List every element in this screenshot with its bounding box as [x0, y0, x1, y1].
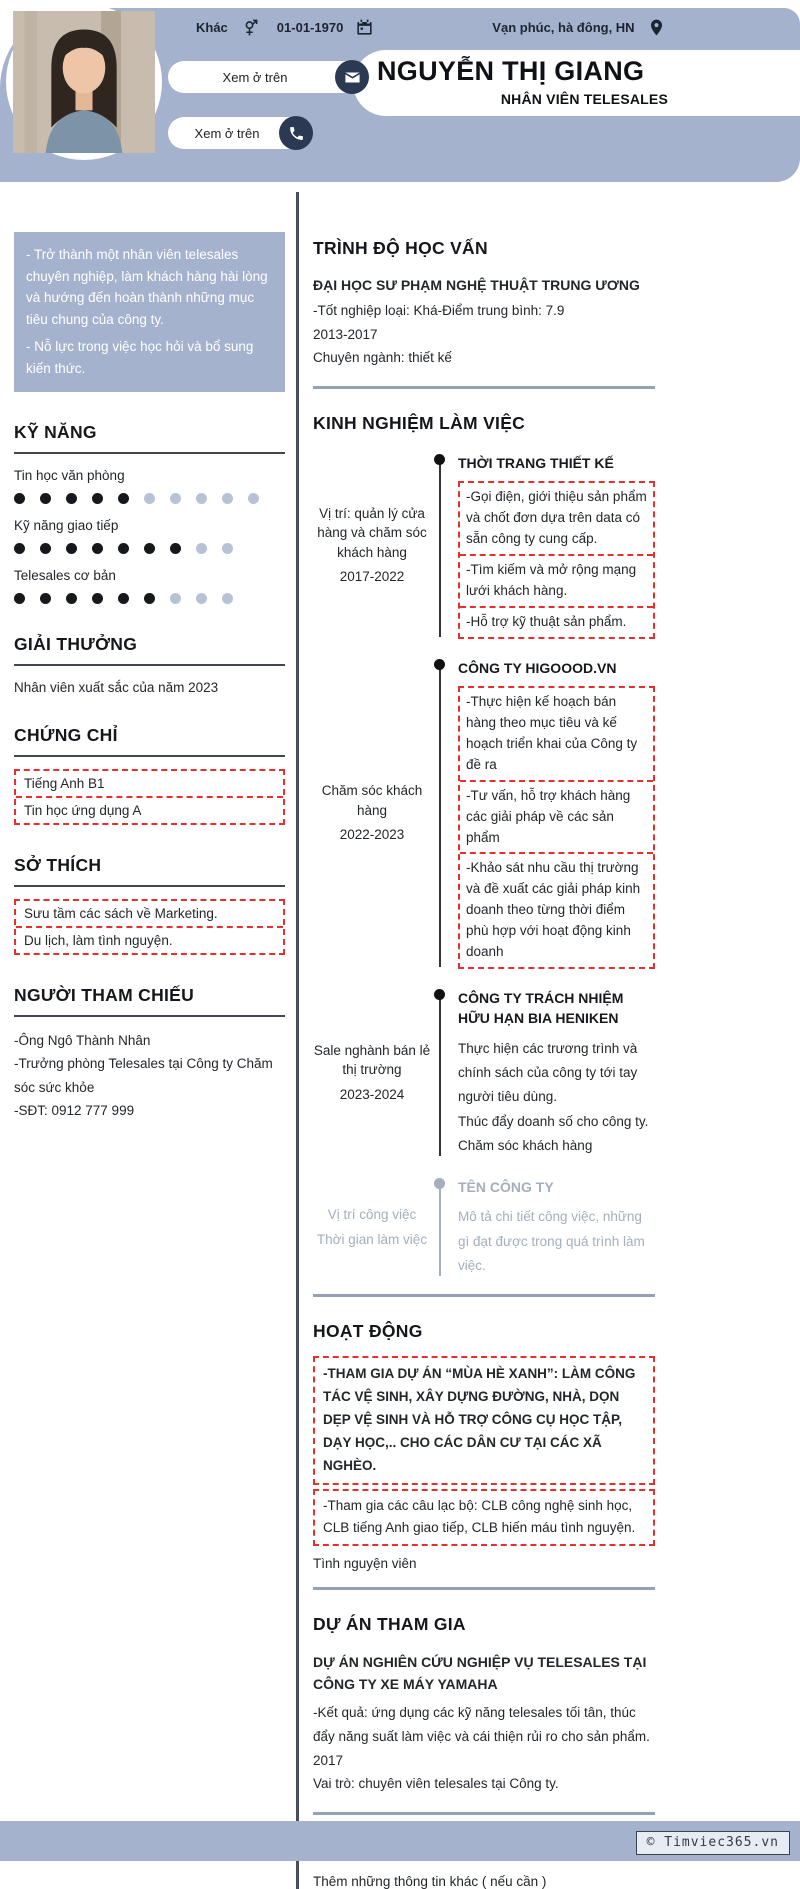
skill-dot — [92, 493, 103, 504]
skill-dot — [144, 543, 155, 554]
experience-period: 2017-2022 — [339, 569, 405, 585]
name-panel — [353, 50, 800, 116]
skill-item — [14, 518, 285, 554]
experience-items — [458, 686, 655, 969]
skill-dot — [14, 493, 25, 504]
skill-item — [14, 568, 285, 604]
reference-line: -Ông Ngô Thành Nhân — [14, 1032, 151, 1048]
section-divider — [313, 1294, 655, 1297]
experience-period: 2022-2023 — [339, 827, 405, 843]
skill-label: Tin học văn phòng — [14, 467, 125, 483]
experience-entry — [313, 987, 655, 1158]
timeline-rail — [433, 452, 449, 639]
activity-role: Tình nguyện viên — [313, 1555, 417, 1571]
education-heading: TRÌNH ĐỘ HỌC VẤN — [313, 238, 488, 258]
skill-dot — [170, 543, 181, 554]
experience-meta — [313, 657, 431, 969]
experience-task: -Thực hiện kế hoạch bán hàng theo mục tiêu và kế hoạch triển khai của Công ty đề ra — [466, 694, 638, 772]
skill-dot — [248, 493, 259, 504]
experience-period: Thời gian làm việc — [316, 1231, 428, 1247]
skill-item — [14, 468, 285, 504]
certificate-item: Tiếng Anh B1 — [24, 775, 105, 791]
skill-dot — [92, 543, 103, 554]
skill-dot — [118, 543, 129, 554]
experience-task: -Tìm kiếm và mở rộng mạng lưới khách hàng. — [460, 554, 653, 606]
experience-entry — [313, 452, 655, 639]
skill-label: Telesales cơ bản — [14, 567, 116, 583]
objective-line: - Nỗ lực trong việc học hỏi và bổ sung kiến thức. — [26, 339, 254, 376]
experience-items — [458, 1037, 655, 1158]
skill-dot — [196, 493, 207, 504]
education-line: 2013-2017 — [313, 326, 378, 342]
more-info-text: Thêm những thông tin khác ( nếu cần ) — [313, 1873, 547, 1889]
experience-heading: KINH NGHIỆM LÀM VIỆC — [313, 412, 526, 433]
phone-pill-label: Xem ở trên — [194, 125, 260, 141]
activity-highlight: -THAM GIA DỰ ÁN “MÙA HÈ XANH”: LÀM CÔNG TÁC VỆ SINH, XÂY DỰNG ĐƯỜNG, NHÀ, DỌN DẸP VỆ SINH VÀ HỖ TRỢ CÔNG CỤ HỌC TẬP, DẠY HỌC,.. CHO CÁC DÂN CƯ TẠI CÁC XÃ NGHÈO. — [313, 1356, 655, 1485]
award-text: Nhân viên xuất sắc của năm 2023 — [14, 679, 219, 695]
experience-position: Chăm sóc khách hàng — [321, 783, 423, 818]
hobbies-box — [14, 899, 285, 955]
activity-item: -Tham gia các câu lạc bộ: CLB công nghệ sinh học, CLB tiếng Anh giao tiếp, CLB hiến máu tình nguyện. — [313, 1489, 655, 1546]
left-column — [14, 192, 285, 1889]
experience-body — [449, 1176, 655, 1278]
skill-label: Kỹ năng giao tiếp — [14, 517, 119, 533]
certificate-item: Tin học ứng dụng A — [16, 796, 283, 823]
experience-entry — [313, 657, 655, 969]
experience-company: THỜI TRANG THIẾT KẾ — [458, 454, 614, 471]
experience-position: Sale nghành bán lẻ thị trường — [313, 1042, 431, 1078]
email-pill-label: Xem ở trên — [222, 69, 288, 85]
candidate-job-title: NHÂN VIÊN TELESALES — [500, 91, 668, 107]
skill-dot — [222, 593, 233, 604]
address-value: Vạn phúc, hà đông, HN — [492, 19, 635, 35]
skill-dot — [196, 593, 207, 604]
project-line: 2017 — [313, 1752, 344, 1768]
right-column — [313, 192, 655, 1889]
contact-strip — [170, 10, 800, 44]
skill-dot — [196, 543, 207, 554]
experience-task: -Tư vấn, hỗ trợ khách hàng các giải pháp về các sản phẩm — [460, 780, 653, 853]
skill-dot — [92, 593, 103, 604]
gender-icon — [240, 18, 259, 37]
experience-period: 2023-2024 — [339, 1086, 405, 1102]
timeline-rail — [433, 1176, 449, 1278]
experience-meta — [313, 1176, 431, 1278]
skill-rating — [14, 493, 285, 504]
project-title: DỰ ÁN NGHIÊN CỨU NGHIỆP VỤ TELESALES TẠI CÔNG TY XE MÁY YAMAHA — [313, 1653, 647, 1692]
section-divider — [313, 386, 655, 389]
experience-task: -Hỗ trợ kỹ thuật sản phẩm. — [460, 606, 653, 637]
experience-body — [449, 987, 655, 1158]
project-line: -Kết quả: ứng dụng các kỹ năng telesales tối tân, thúc đẩy năng suất làm việc và cái thiện rủi ro cho sản phẩm. — [313, 1705, 650, 1744]
experience-entry-placeholder — [313, 1176, 655, 1278]
phone-icon — [279, 116, 313, 150]
activities-heading: HOẠT ĐỘNG — [313, 1321, 423, 1342]
projects-heading: DỰ ÁN THAM GIA — [313, 1613, 466, 1634]
experience-task: Thúc đẩy doanh số cho công ty. — [458, 1113, 649, 1129]
experience-body — [449, 657, 655, 969]
timeline-rail — [433, 657, 449, 969]
hobby-item: Sưu tầm các sách về Marketing. — [24, 905, 218, 921]
project-line: Vai trò: chuyên viên telesales tại Công ty. — [313, 1776, 559, 1792]
location-pin-icon — [647, 18, 666, 37]
references-block — [14, 1029, 285, 1124]
experience-meta — [313, 987, 431, 1158]
skill-dot — [170, 593, 181, 604]
skill-dot — [144, 493, 155, 504]
experience-company: CÔNG TY HIGOOOD.VN — [458, 659, 617, 676]
experience-company: TÊN CÔNG TY — [458, 1179, 554, 1196]
experience-items — [458, 1205, 655, 1278]
experience-position: Vị trí: quản lý cửa hàng và chăm sóc khách hàng — [317, 505, 427, 560]
skill-dot — [222, 493, 233, 504]
hobbies-heading: SỞ THÍCH — [14, 855, 285, 887]
section-divider — [313, 1587, 655, 1590]
experience-position: Vị trí công việc — [327, 1207, 417, 1223]
experience-items — [458, 481, 655, 639]
skill-dot — [66, 493, 77, 504]
candidate-name: NGUYỄN THỊ GIANG — [377, 56, 645, 86]
education-line: -Tốt nghiệp loại: Khá-Điểm trung bình: 7.9 — [313, 303, 565, 318]
awards-heading: GIẢI THƯỞNG — [14, 634, 285, 666]
skill-dot — [40, 493, 51, 504]
project-details — [313, 1701, 655, 1796]
objective-line: - Trở thành một nhân viên telesales chuyên nghiệp, làm khách hàng hài lòng và hướng đến hoàn thành những mục tiêu chung của công ty. — [26, 247, 268, 327]
education-school: ĐẠI HỌC SƯ PHẠM NGHỆ THUẬT TRUNG ƯƠNG — [313, 277, 640, 293]
experience-body — [449, 452, 655, 639]
experience-task: -Khảo sát nhu cầu thị trường và đề xuất các giải pháp kinh doanh theo từng thời điểm phù hợp với hoạt động kinh doanh — [460, 852, 653, 967]
skill-rating — [14, 593, 285, 604]
email-pill[interactable] — [168, 61, 366, 93]
calendar-icon — [355, 18, 374, 37]
skills-heading: KỸ NĂNG — [14, 422, 285, 454]
references-heading: NGƯỜI THAM CHIẾU — [14, 985, 285, 1017]
skill-dot — [14, 593, 25, 604]
experience-company: CÔNG TY TRÁCH NHIỆM HỮU HẠN BIA HENIKEN — [458, 990, 624, 1027]
skill-dot — [14, 543, 25, 554]
skill-dot — [40, 543, 51, 554]
email-icon — [335, 60, 369, 94]
career-objective — [14, 232, 285, 392]
gender-other-label: Khác — [196, 19, 228, 35]
timeline-rail — [433, 987, 449, 1158]
skill-dot — [66, 543, 77, 554]
skill-dot — [40, 593, 51, 604]
certificates-heading: CHỨNG CHỈ — [14, 725, 285, 757]
footer-bar — [0, 1821, 800, 1861]
column-divider — [296, 192, 299, 1889]
skill-dot — [144, 593, 155, 604]
reference-line: -SĐT: 0912 777 999 — [14, 1103, 135, 1119]
skill-dot — [66, 593, 77, 604]
site-watermark[interactable]: © Timviec365.vn — [636, 1831, 790, 1855]
experience-task: -Gọi điện, giới thiệu sản phẩm và chốt đơn dựa trên data có sẵn công ty cung cấp. — [466, 489, 647, 547]
content — [0, 192, 800, 1889]
reference-line: -Trưởng phòng Telesales tại Công ty Chăm sóc sức khỏe — [14, 1056, 273, 1095]
hobby-item: Du lịch, làm tình nguyện. — [16, 926, 283, 953]
skill-dot — [222, 543, 233, 554]
skill-dot — [118, 493, 129, 504]
experience-task: Mô tả chi tiết công việc, những gì đạt được trong quá trình làm việc. — [458, 1209, 645, 1274]
experience-task: Thực hiện các trương trình và chính sách của công ty tới tay người tiêu dùng. — [458, 1040, 638, 1105]
skill-dot — [170, 493, 181, 504]
section-divider — [313, 1812, 655, 1815]
birthday-value: 01-01-1970 — [276, 19, 344, 35]
avatar-ring — [6, 4, 162, 160]
education-details — [313, 299, 655, 370]
certificates-box — [14, 769, 285, 825]
experience-task: Chăm sóc khách hàng — [458, 1137, 593, 1153]
skill-dot — [118, 593, 129, 604]
skill-rating — [14, 543, 285, 554]
header — [0, 0, 800, 192]
profile-photo — [13, 11, 155, 153]
education-line: Chuyên ngành: thiết kế — [313, 350, 452, 366]
experience-meta — [313, 452, 431, 639]
phone-pill[interactable] — [168, 117, 310, 149]
